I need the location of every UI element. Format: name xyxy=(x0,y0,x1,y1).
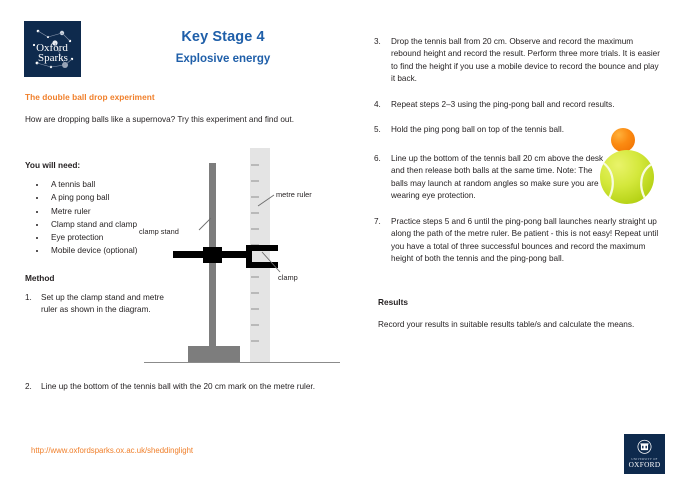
list-item: • A ping pong ball xyxy=(47,191,137,204)
oxford-logo-title: OXFORD xyxy=(628,460,661,470)
method-step xyxy=(25,381,315,393)
apparatus-diagram xyxy=(140,148,340,373)
experiment-heading: The double ball drop experiment xyxy=(25,92,155,102)
list-item: • Clamp stand and clamp xyxy=(47,218,137,231)
intro-block xyxy=(25,92,325,126)
ruler-tick xyxy=(251,228,259,230)
ruler-tick xyxy=(251,340,259,342)
step-text: Line up the bottom of the tennis ball with the 20 cm mark on the metre ruler. xyxy=(41,382,315,391)
ruler-tick xyxy=(251,292,259,294)
website-url[interactable]: http://www.oxfordsparks.ox.ac.uk/sheddinglight xyxy=(31,446,194,455)
step-number: 2. xyxy=(25,382,32,391)
diagram-leader-lines xyxy=(140,148,340,373)
ruler-tick xyxy=(251,276,259,278)
step-number: 6. xyxy=(374,153,381,163)
page-title-block xyxy=(108,28,338,67)
step-text: Line up the bottom of the tennis ball 20 cm above the desk and then release both balls at the same time. Note: The balls may launch at random angles so make sure you are wearing eye protection. xyxy=(391,153,604,201)
instruction-step xyxy=(374,36,664,86)
intro-text: How are dropping balls like a supernova? Try this experiment and find out. xyxy=(25,115,294,124)
ruler-tick xyxy=(251,324,259,326)
step-text: Practice steps 5 and 6 until the ping-pong ball launches nearly straight up along the path of the metre ruler. Be patient - this is not easy! Repeat until you have a total of three successful bounces and record the maximum height of both the tennis and the ping-pong ball. xyxy=(391,216,659,264)
oxford-university-logo xyxy=(624,434,665,474)
materials-list xyxy=(25,178,137,258)
method-heading: Method xyxy=(25,273,55,283)
list-item: • Eye protection xyxy=(47,231,137,244)
instruction-step xyxy=(374,99,664,111)
step-text: Set up the clamp stand and metre ruler as shown in the diagram. xyxy=(41,293,164,315)
step-number: 4. xyxy=(374,99,381,109)
sparks-logo-text-oxford: Oxford xyxy=(36,42,68,54)
step-number: 3. xyxy=(374,37,381,46)
results-text: Record your results in suitable results table/s and calculate the means. xyxy=(378,320,635,329)
oxford-sparks-logo xyxy=(24,21,81,77)
label-metre-ruler: metre ruler xyxy=(276,190,312,199)
list-item: • Metre ruler xyxy=(47,205,137,218)
ground-line xyxy=(144,362,340,363)
ruler-tick xyxy=(251,212,259,214)
balls-illustration xyxy=(600,128,662,206)
sparks-logo-text-sparks: Sparks xyxy=(38,52,68,64)
ruler-tick xyxy=(251,196,259,198)
materials-heading: You will need: xyxy=(25,160,81,170)
list-item: • A tennis ball xyxy=(47,178,137,191)
oxford-crest-icon xyxy=(636,439,653,456)
boss-head xyxy=(203,247,222,263)
oxford-logo-subtitle: UNIVERSITY OF xyxy=(631,457,658,462)
page-title: Key Stage 4 xyxy=(181,29,265,45)
list-item: • Mobile device (optional) xyxy=(47,244,137,257)
step-text: Drop the tennis ball from 20 cm. Observe and record the maximum rebound height and record the result. Perform three more trials. It is easier to find the height if you use a mobile device to record the bounce and play it back. xyxy=(391,37,660,84)
label-clamp-stand: clamp stand xyxy=(139,227,179,236)
clamp-jaw-bottom xyxy=(246,262,278,268)
step-number: 1. xyxy=(25,293,32,302)
tennis-ball-icon xyxy=(600,150,654,204)
clamp-stand-base xyxy=(188,346,240,363)
ruler-tick xyxy=(251,164,259,166)
ruler-tick xyxy=(251,180,259,182)
step-text: Hold the ping pong ball on top of the tennis ball. xyxy=(391,125,564,135)
ruler-tick xyxy=(251,308,259,310)
clamp-jaw-top xyxy=(246,245,278,251)
instruction-step xyxy=(374,216,664,266)
ping-pong-ball-icon xyxy=(611,128,635,152)
label-clamp: clamp xyxy=(278,273,298,282)
page-subtitle: Explosive energy xyxy=(175,53,271,66)
step-number: 5. xyxy=(374,125,381,135)
step-text: Repeat steps 2–3 using the ping-pong ball and record results. xyxy=(391,99,615,109)
step-number: 7. xyxy=(374,216,381,226)
results-heading: Results xyxy=(378,297,408,307)
